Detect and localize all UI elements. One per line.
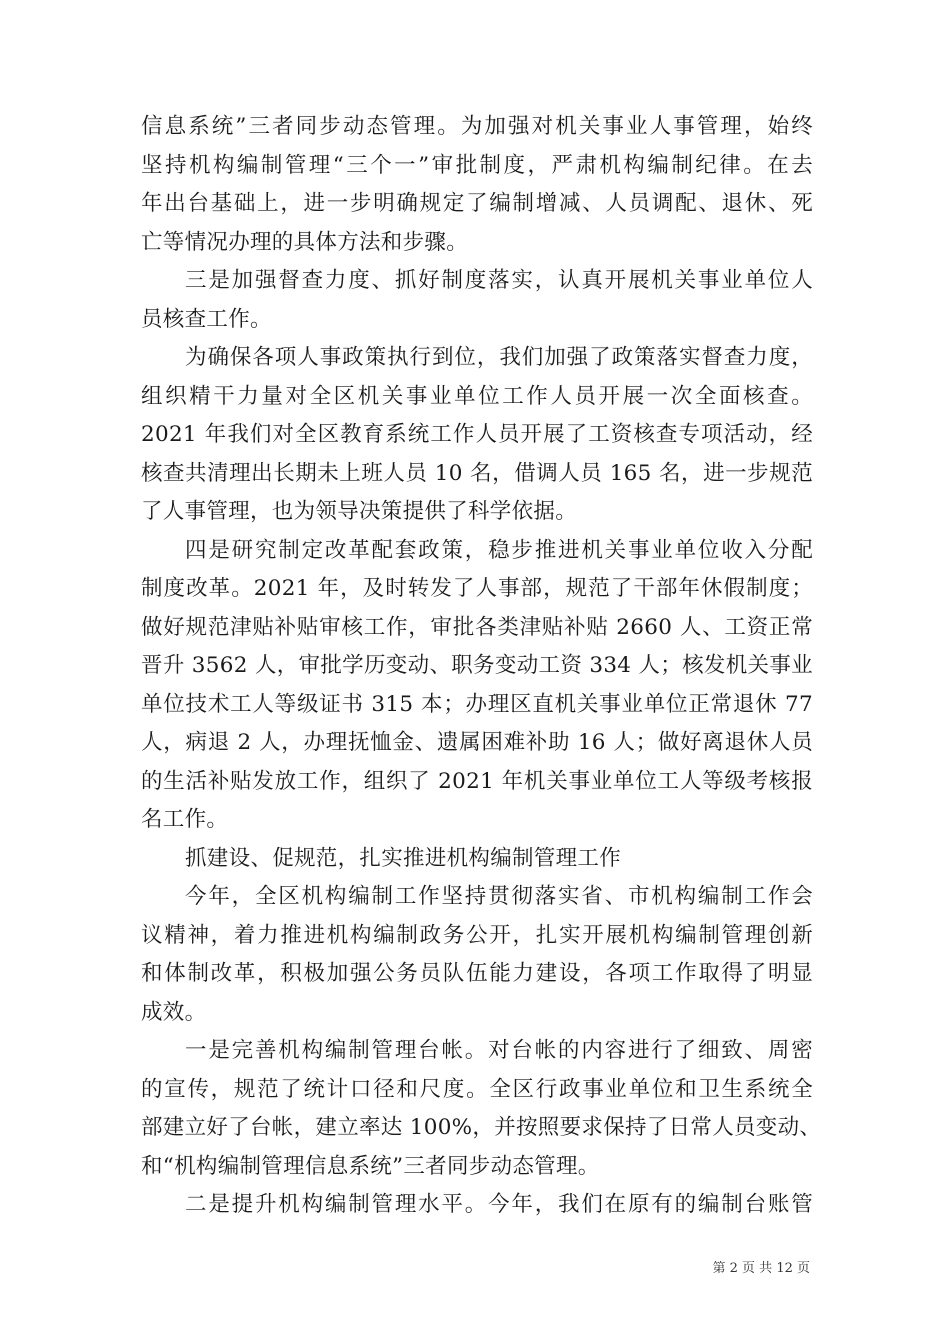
text-line: 单位技术工人等级证书 315 本；办理区直机关事业单位正常退休 77 — [141, 691, 813, 717]
text-line: 2021 年我们对全区教育系统工作人员开展了工资核查专项活动，经 — [141, 422, 813, 447]
text-line: 人，病退 2 人，办理抚恤金、遗属困难补助 16 人；做好离退休人员 — [141, 730, 813, 755]
text-line: 和体制改革，积极加强公务员队伍能力建设，各项工作取得了明显 — [141, 961, 813, 986]
document-body — [141, 108, 822, 1225]
text-line: 议精神，着力推进机构编制政务公开，扎实开展机构编制管理创新 — [141, 922, 813, 948]
paragraph-heading-line: 一是完善机构编制管理台帐。对台帐的内容进行了细致、周密 — [185, 1038, 813, 1063]
text-line: 年出台基础上，进一步明确规定了编制增减、人员调配、退休、死 — [141, 191, 813, 216]
text-line: 为确保各项人事政策执行到位，我们加强了政策落实督查力度， — [185, 345, 813, 370]
paragraph-heading-line: 四是研究制定改革配套政策，稳步推进机关事业单位收入分配 — [185, 537, 813, 563]
text-line: 名工作。 — [141, 807, 229, 832]
text-line: 制度改革。2021 年，及时转发了人事部，规范了干部年休假制度； — [141, 576, 813, 601]
text-line: 了人事管理，也为领导决策提供了科学依据。 — [141, 499, 578, 524]
text-line: 做好规范津贴补贴审核工作，审批各类津贴补贴 2660 人、工资正常 — [141, 614, 813, 640]
text-line: 员核查工作。 — [141, 306, 272, 332]
text-line: 成效。 — [141, 999, 207, 1025]
text-line: 的宣传，规范了统计口径和尺度。全区行政事业单位和卫生系统全 — [141, 1076, 813, 1102]
text-line: 今年，全区机构编制工作坚持贯彻落实省、市机构编制工作会 — [185, 884, 813, 909]
text-line: 晋升 3562 人，审批学历变动、职务变动工资 334 人；核发机关事业 — [141, 653, 813, 678]
text-line: 信息系统”三者同步动态管理。为加强对机关事业人事管理，始终 — [141, 114, 813, 139]
text-line: 组织精干力量对全区机关事业单位工作人员开展一次全面核查。 — [141, 383, 813, 409]
text-line: 坚持机构编制管理“三个一”审批制度，严肃机构编制纪律。在去 — [141, 152, 813, 178]
text-line: 的生活补贴发放工作，组织了 2021 年机关事业单位工人等级考核报 — [141, 768, 813, 794]
paragraph-heading-line: 二是提升机构编制管理水平。今年，我们在原有的编制台账管 — [185, 1192, 813, 1217]
text-line: 亡等情况办理的具体方法和步骤。 — [141, 229, 469, 255]
text-line: 和“机构编制管理信息系统”三者同步动态管理。 — [141, 1153, 600, 1179]
paragraph-heading-line: 三是加强督查力度、抓好制度落实，认真开展机关事业单位人 — [185, 268, 813, 293]
text-line: 部建立好了台帐，建立率达 100%，并按照要求保持了日常人员变动、 — [141, 1115, 822, 1140]
section-heading: 抓建设、促规范，扎实推进机构编制管理工作 — [185, 845, 622, 871]
text-line: 核查共清理出长期未上班人员 10 名，借调人员 165 名，进一步规范 — [141, 460, 813, 486]
page-number: 第 2 页 共 12 页 — [712, 1261, 810, 1276]
